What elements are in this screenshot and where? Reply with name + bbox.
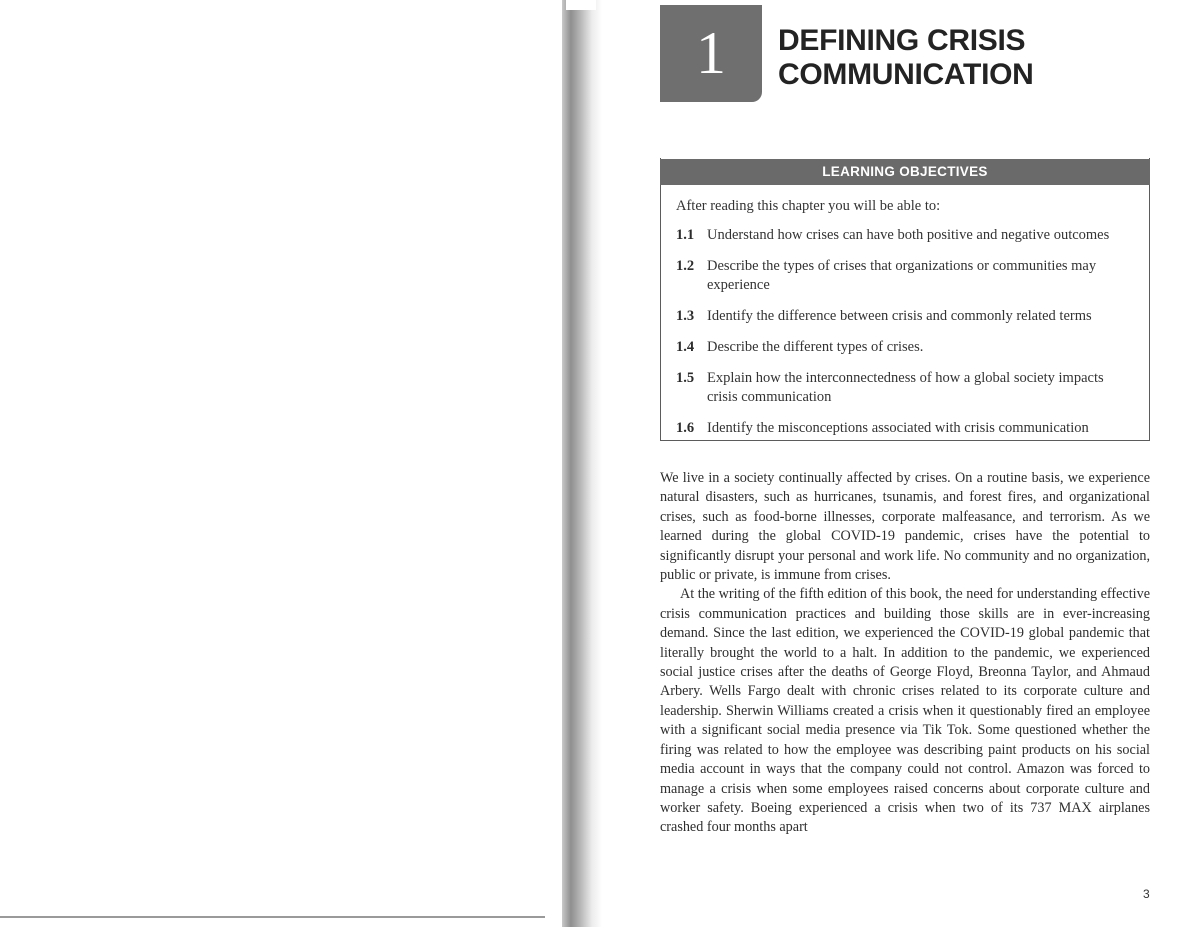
objective-text: Explain how the interconnectedness of how a global society impacts crisis communication [707, 370, 1104, 405]
chapter-title [778, 24, 1034, 92]
page-edge-line [0, 916, 545, 918]
objective-item [676, 369, 1136, 407]
objective-number: 1.1 [676, 227, 695, 243]
objective-text: Describe the types of crises that organizations or communities may experience [707, 258, 1097, 293]
body-text [660, 469, 1150, 838]
page-number: 3 [1143, 887, 1150, 901]
chapter-number-box: 1 [660, 5, 762, 102]
objective-item [676, 419, 1136, 438]
objective-text: Understand how crises can have both positive and negative outcomes [707, 227, 1110, 243]
objective-item [676, 257, 1136, 295]
chapter-title-line: COMMUNICATION [778, 58, 1034, 91]
objective-text: Identify the misconceptions associated with crisis communication [707, 420, 1089, 436]
objective-number: 1.2 [676, 258, 695, 274]
body-paragraph: At the writing of the fifth edition of this book, the need for understanding effective crisis communication practices and building those skills are in ever-increasing demand. Since the last edition, we experienced the COVID-19 global pandemic that literally brought the world to a halt. In addition to the pandemic, we experienced social justice crises after the deaths of George Floyd, Breonna Taylor, and Ahmaud Arbery. Wells Fargo dealt with chronic crises related to its corporate culture and leadership. Sherwin Williams created a crisis when it questionably fired an employee with a significant social media presence via Tik Tok. Some questioned whether the firing was related to how the employee was describing paint products on his social media account in ways that the company could not control. Amazon was forced to manage a crisis when some employees raised concerns about corporate culture and worker safety. Boeing experienced a crisis when two of its 737 MAX airplanes crashed four months apart [660, 586, 1150, 836]
objective-item [676, 226, 1136, 245]
left-blank-page [0, 0, 566, 927]
objective-text: Identify the difference between crisis and commonly related terms [707, 308, 1092, 324]
objective-text: Describe the different types of crises. [707, 339, 924, 355]
body-paragraph: We live in a society continually affected by crises. On a routine basis, we experience natural disasters, such as hurricanes, tsunamis, and forest fires, and organizational crises, such as food-borne illnesses, corporate malfeasance, and terrorism. As we learned during the global COVID-19 pandemic, crises have the potential to significantly disrupt your personal and work life. No community and no organization, public or private, is immune from crises. [660, 470, 1150, 584]
learning-objectives-header: LEARNING OBJECTIVES [660, 159, 1150, 185]
learning-objectives-list [676, 226, 1136, 450]
objective-item [676, 338, 1136, 357]
book-gutter-shadow [562, 0, 602, 927]
objective-number: 1.3 [676, 308, 695, 324]
objective-number: 1.5 [676, 370, 695, 386]
objective-number: 1.6 [676, 420, 695, 436]
objective-number: 1.4 [676, 339, 695, 355]
objective-item [676, 307, 1136, 326]
chapter-title-line: DEFINING CRISIS [778, 24, 1026, 57]
gutter-top-highlight [566, 0, 596, 10]
learning-objectives-intro: After reading this chapter you will be able to: [676, 198, 941, 214]
